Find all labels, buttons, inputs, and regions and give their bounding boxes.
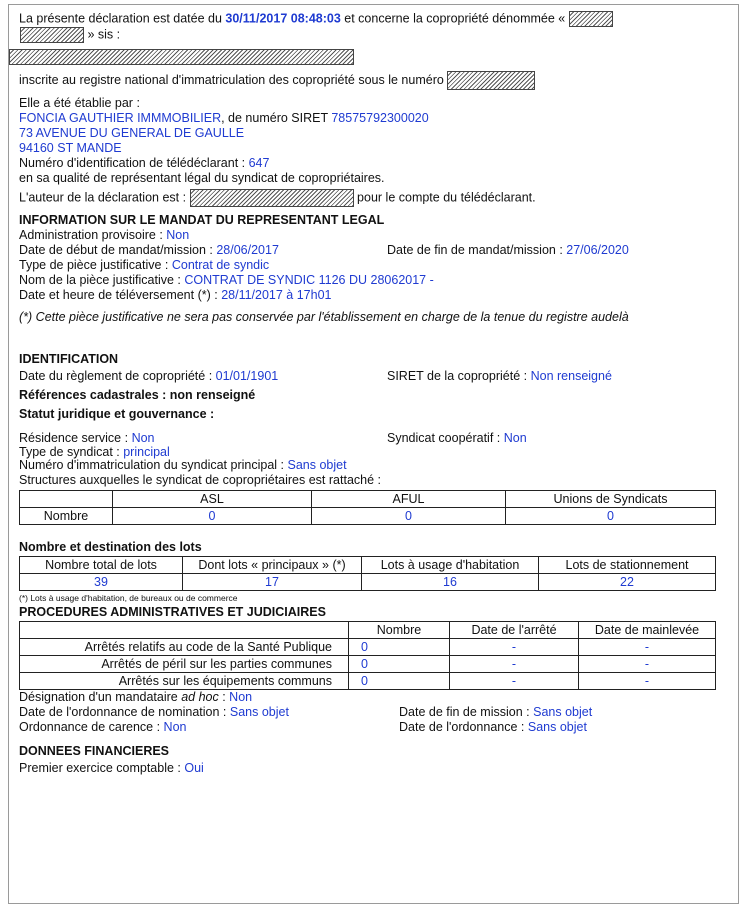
- lots-title: Nombre et destination des lots: [19, 540, 202, 554]
- redacted-name-cont: [20, 27, 84, 43]
- header-parking-lots: Lots de stationnement: [539, 557, 716, 574]
- declaration-page: [8, 4, 739, 904]
- established-by: Elle a été établie par :: [19, 96, 140, 110]
- address-line: [9, 49, 728, 65]
- table-row: [20, 639, 716, 656]
- header-nombre: Nombre: [349, 622, 450, 639]
- mandat-title: INFORMATION SUR LE MANDAT DU REPRESENTANT LEGAL: [19, 213, 385, 227]
- header-total-lots: Nombre total de lots: [20, 557, 183, 574]
- coop-label: Syndicat coopératif :: [387, 431, 504, 445]
- cadastre-line: [19, 387, 728, 403]
- mandat-dates-line: [19, 243, 728, 258]
- admin-line: [19, 228, 728, 243]
- finance-title: DONNEES FINANCIERES: [19, 744, 170, 758]
- fin-mission-label: Date de fin de mission :: [399, 705, 534, 719]
- table-row: [20, 673, 716, 690]
- carence-line: [19, 720, 728, 735]
- coop-value: Non: [503, 431, 527, 445]
- intro-text-2: et concerne la copropriété dénommée «: [340, 11, 569, 26]
- mandat-note: (*) Cette pièce justificative ne sera pas conservée par l'établissement en charge de la tenue du registre audelà: [19, 310, 629, 324]
- fin-mission-value: Sans objet: [533, 705, 593, 719]
- copro-siret-label: SIRET de la copropriété :: [387, 369, 531, 383]
- registry-line: [19, 71, 728, 90]
- reglement-label: Date du règlement de copropriété :: [19, 369, 216, 383]
- nomination: [19, 705, 399, 720]
- premier-exercice-line: [19, 761, 728, 776]
- immat-line: [19, 458, 728, 473]
- coop: [387, 431, 527, 446]
- author-suffix: pour le compte du télédéclarant.: [357, 190, 536, 205]
- company-line: [19, 111, 728, 126]
- total-lots-value: 39: [20, 574, 183, 591]
- table-row: [20, 656, 716, 673]
- reglement-value: 01/01/1901: [215, 369, 279, 383]
- procedures-header-row: [20, 622, 716, 639]
- immat-label: Numéro d'immatriculation du syndicat principal :: [19, 458, 288, 472]
- empty-corner-cell: [20, 491, 113, 508]
- siret-label: , de numéro SIRET: [221, 111, 332, 125]
- nomination-line: [19, 705, 728, 720]
- carence: [19, 720, 399, 735]
- syndic-type-line: [19, 446, 728, 458]
- city-address: 94160 ST MANDE: [19, 141, 122, 155]
- identification-title: IDENTIFICATION: [19, 352, 119, 366]
- piece-type-line: [19, 258, 728, 273]
- parking-lots-value: 22: [539, 574, 716, 591]
- ordonnance-label: Date de l'ordonnance :: [399, 720, 528, 734]
- redacted-name: [569, 11, 613, 27]
- asl-value: 0: [113, 508, 312, 525]
- empty-corner-cell: [20, 622, 349, 639]
- siret-value: 78575792300020: [331, 111, 429, 125]
- statut-title: Statut juridique et gouvernance :: [19, 407, 215, 421]
- tele-id-label: Numéro d'identification de télédéclarant :: [19, 156, 249, 170]
- adhoc-line: [19, 690, 728, 705]
- author-label: L'auteur de la déclaration est :: [19, 190, 187, 205]
- adhoc-label: Désignation d'un mandataire: [19, 690, 182, 704]
- registry-text: inscrite au registre national d'immatriculation des copropriété sous le numéro: [19, 72, 444, 87]
- reglement: [19, 369, 387, 384]
- unions-value: 0: [506, 508, 716, 525]
- adhoc-value: Non: [229, 690, 253, 704]
- piece-type-value: Contrat de syndic: [171, 258, 270, 272]
- procedures-title: PROCEDURES ADMINISTRATIVES ET JUDICIAIRES: [19, 605, 326, 619]
- intro-line-2: [20, 27, 728, 43]
- redacted-registry-number: [447, 71, 535, 90]
- header-unions: Unions de Syndicats: [506, 491, 716, 508]
- carence-value: Non: [163, 720, 187, 734]
- upload-label: Date et heure de téléversement (*) :: [19, 288, 222, 302]
- author-block: [19, 96, 728, 207]
- street-address: 73 AVENUE DU GENERAL DE GAULLE: [19, 126, 245, 140]
- row-nombre: 0: [349, 673, 450, 690]
- row-label: Arrêtés sur les équipements communs: [20, 673, 349, 690]
- habitation-lots-value: 16: [362, 574, 539, 591]
- piece-name-label: Nom de la pièce justificative :: [19, 273, 185, 287]
- author-line: [19, 189, 728, 207]
- reglement-line: [19, 369, 728, 384]
- residence-line: [19, 431, 728, 446]
- end-label: Date de fin de mandat/mission :: [387, 243, 567, 257]
- declaration-date: 30/11/2017 08:48:03: [225, 11, 341, 26]
- upload-value: 28/11/2017 à 17h01: [221, 288, 332, 302]
- redacted-author: [190, 189, 354, 207]
- syndic-type-label: Type de syndicat :: [19, 445, 124, 459]
- header-date-mainlevee: Date de mainlevée: [579, 622, 716, 639]
- start-date: [19, 243, 387, 258]
- piece-name-value: CONTRAT DE SYNDIC 1126 DU 28062017 -: [184, 273, 434, 287]
- tele-id-line: [19, 156, 728, 171]
- intro-text-3: » sis :: [84, 27, 121, 42]
- cadastre-text: Références cadastrales : non renseigné: [19, 388, 256, 402]
- row-date-mainlevee: -: [579, 639, 716, 656]
- premier-exercice-label: Premier exercice comptable :: [19, 761, 185, 775]
- ordonnance-value: Sans objet: [527, 720, 587, 734]
- ordonnance: [399, 720, 587, 735]
- header-asl: ASL: [113, 491, 312, 508]
- adhoc-italic: ad hoc: [181, 690, 219, 704]
- lots-table: [19, 556, 716, 591]
- header-date-arrete: Date de l'arrêté: [450, 622, 579, 639]
- intro-text: La présente déclaration est datée du: [19, 11, 226, 26]
- fin-mission: [399, 705, 592, 720]
- syndic-type-value: principal: [123, 445, 170, 459]
- company-name: FONCIA GAUTHIER IMMMOBILIER: [19, 111, 222, 125]
- intro-line: [19, 11, 728, 27]
- piece-type-label: Type de pièce justificative :: [19, 258, 172, 272]
- admin-value: Non: [166, 228, 190, 242]
- carence-label: Ordonnance de carence :: [19, 720, 164, 734]
- row-nombre: 0: [349, 639, 450, 656]
- upload-line: [19, 288, 728, 303]
- lots-header-row: [20, 557, 716, 574]
- copro-siret-value: Non renseigné: [530, 369, 612, 383]
- nomination-value: Sans objet: [229, 705, 289, 719]
- end-date: [387, 243, 629, 258]
- end-value: 27/06/2020: [566, 243, 629, 257]
- nomination-label: Date de l'ordonnance de nomination :: [19, 705, 230, 719]
- residence: [19, 431, 387, 446]
- quality-line: en sa qualité de représentant légal du syndicat de copropriétaires.: [19, 171, 385, 185]
- start-value: 28/06/2017: [216, 243, 279, 257]
- residence-value: Non: [131, 431, 155, 445]
- row-label: Arrêtés de péril sur les parties communes: [20, 656, 349, 673]
- piece-name-line: [19, 273, 728, 288]
- tele-id-value: 647: [248, 156, 270, 170]
- row-date-arrete: -: [450, 656, 579, 673]
- structures-label: Structures auxquelles le syndicat de copropriétaires est rattaché :: [19, 473, 381, 487]
- structures-table: [19, 490, 716, 525]
- row-nombre: 0: [349, 656, 450, 673]
- structures-header-row: [20, 491, 716, 508]
- immat-value: Sans objet: [287, 458, 347, 472]
- copro-siret: [387, 369, 612, 384]
- header-principal-lots: Dont lots « principaux » (*): [183, 557, 362, 574]
- admin-label: Administration provisoire :: [19, 228, 167, 242]
- row-date-arrete: -: [450, 639, 579, 656]
- row-date-mainlevee: -: [579, 656, 716, 673]
- premier-exercice-value: Oui: [184, 761, 204, 775]
- row-date-arrete: -: [450, 673, 579, 690]
- redacted-address: [9, 49, 354, 65]
- principal-lots-value: 17: [183, 574, 362, 591]
- aful-value: 0: [312, 508, 506, 525]
- lots-note: (*) Lots à usage d'habitation, de bureaux ou de commerce: [19, 593, 238, 603]
- residence-label: Résidence service :: [19, 431, 132, 445]
- row-date-mainlevee: -: [579, 673, 716, 690]
- lots-values-row: [20, 574, 716, 591]
- structures-row: [20, 508, 716, 525]
- row-label: Arrêtés relatifs au code de la Santé Publique: [20, 639, 349, 656]
- row-label-nombre: Nombre: [20, 508, 113, 525]
- procedures-table: [19, 621, 716, 690]
- header-aful: AFUL: [312, 491, 506, 508]
- adhoc-sep: :: [218, 690, 230, 704]
- header-habitation-lots: Lots à usage d'habitation: [362, 557, 539, 574]
- start-label: Date de début de mandat/mission :: [19, 243, 217, 257]
